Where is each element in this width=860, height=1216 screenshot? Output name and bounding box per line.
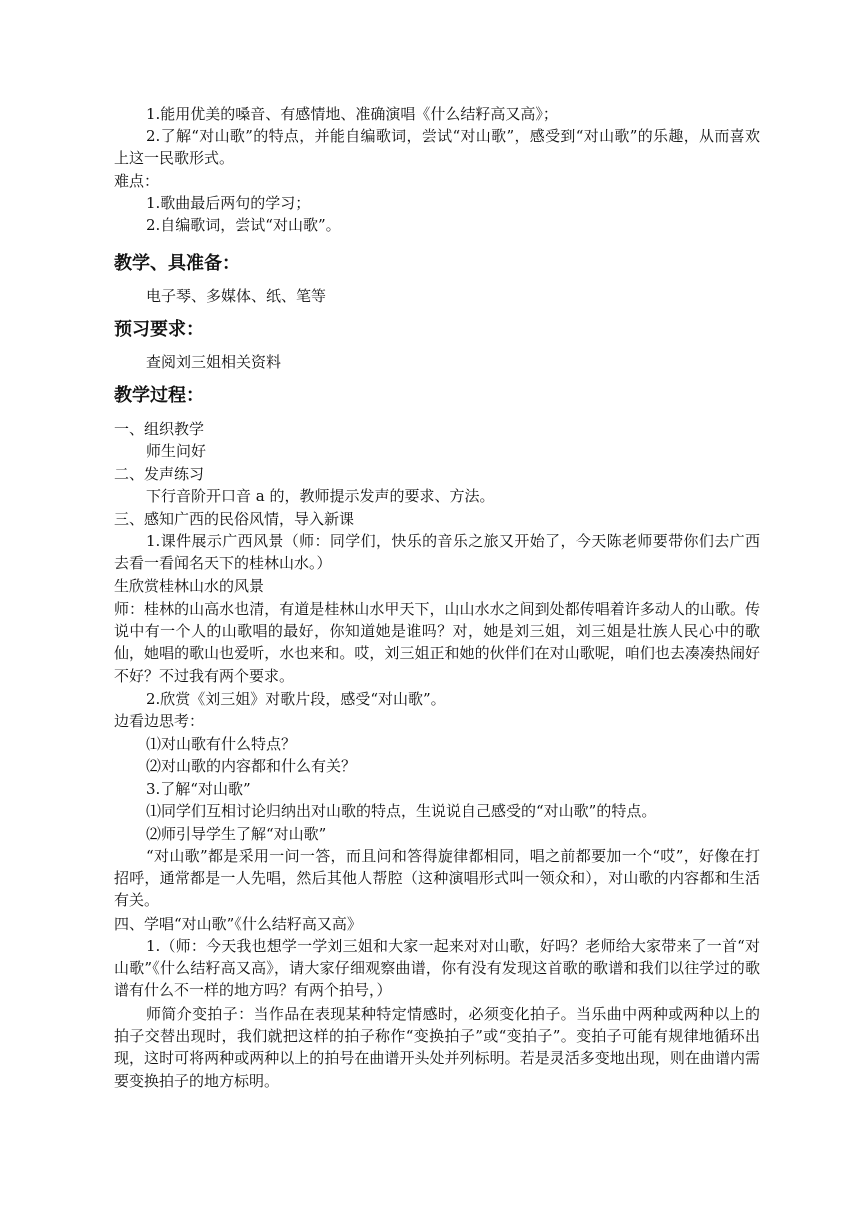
section-1-text: 师生问好 [146,442,207,460]
section-3-para-1: 1.课件展示广西风景（师：同学们，快乐的音乐之旅又开始了，今天陈老师要带你们去广西去看一看闻名天下的桂林山水。） [114,532,760,573]
preparation-text: 电子琴、多媒体、纸、笔等 [146,287,327,305]
preview-heading: 预习要求： [114,319,204,340]
section-2-text: 下行音阶开口音 a 的，教师提示发声的要求、方法。 [146,487,495,505]
objective-2: 2.了解“对山歌”的特点，并能自编歌词，尝试“对山歌”，感受到“对山歌”的乐趣，从而喜欢上这一民歌形式。 [114,127,760,168]
section-3-para-9: ⑴同学们互相讨论归纳出对山歌的特点，生说说自己感受的“对山歌”的特点。 [146,802,657,820]
section-1-title: 一、组织教学 [114,420,205,438]
process-heading: 教学过程： [114,385,204,406]
preview-text: 查阅刘三姐相关资料 [146,353,282,371]
difficulties-label: 难点： [114,172,160,190]
section-3-para-11: “对山歌”都是采用一问一答，而且问和答得旋律都相同，唱之前都要加一个“哎”，好像在打招呼，通常都是一人先唱，然后其他人帮腔（这种演唱形式叫一领众和），对山歌的内容都和生活有关。 [114,847,760,910]
section-3-para-2: 生欣赏桂林山水的风景 [114,577,265,595]
preparation-heading: 教学、具准备： [114,253,240,274]
section-3-para-10: ⑵师引导学生了解“对山歌” [146,825,327,843]
section-3-para-8: 3.了解“对山歌” [146,780,251,798]
section-4-para-1: 1.（师：今天我也想学一学刘三姐和大家一起来对对山歌，好吗？老师给大家带来了一首“对山歌”《什么结籽高又高》，请大家仔细观察曲谱，你有没有发现这首歌的歌谱和我们以往学过的歌谱有什么不一样的地方吗？有两个拍号，） [114,937,760,1000]
section-3-para-3: 师：桂林的山高水也清，有道是桂林山水甲天下，山山水水之间到处都传唱着许多动人的山歌。传说中有一个人的山歌唱的最好，你知道她是谁吗？对，她是刘三姐，刘三姐是壮族人民心中的歌仙，她唱的歌山也爱听，水也来和。哎，刘三姐正和她的伙伴们在对山歌呢，咱们也去凑凑热闹好不好？不过我有两个要求。 [114,600,760,685]
section-3-para-6: ⑴对山歌有什么特点？ [146,735,297,753]
section-3-title: 三、感知广西的民俗风情，导入新课 [114,510,355,528]
section-4-para-2: 师简介变拍子：当作品在表现某种特定情感时，必须变化拍子。当乐曲中两种或两种以上的拍子交替出现时，我们就把这样的拍子称作“变换拍子”或“变拍子”。变拍子可能有规律地循环出现，这时可将两种或两种以上的拍号在曲谱开头处并列标明。若是灵活多变地出现，则在曲谱内需要变换拍子的地方标明。 [114,1005,760,1090]
section-3-para-4: 2.欣赏《刘三姐》对歌片段，感受“对山歌”。 [146,690,446,708]
difficulty-2: 2.自编歌词，尝试“对山歌”。 [146,216,341,234]
difficulty-1: 1.歌曲最后两句的学习； [146,194,311,212]
section-3-para-7: ⑵对山歌的内容都和什么有关？ [146,757,357,775]
objective-1: 1.能用优美的嗓音、有感情地、准确演唱《什么结籽高又高》； [146,105,558,123]
section-4-title: 四、学唱“对山歌”《什么结籽高又高》 [114,915,362,933]
section-2-title: 二、发声练习 [114,465,205,483]
section-3-para-5: 边看边思考： [114,712,205,730]
